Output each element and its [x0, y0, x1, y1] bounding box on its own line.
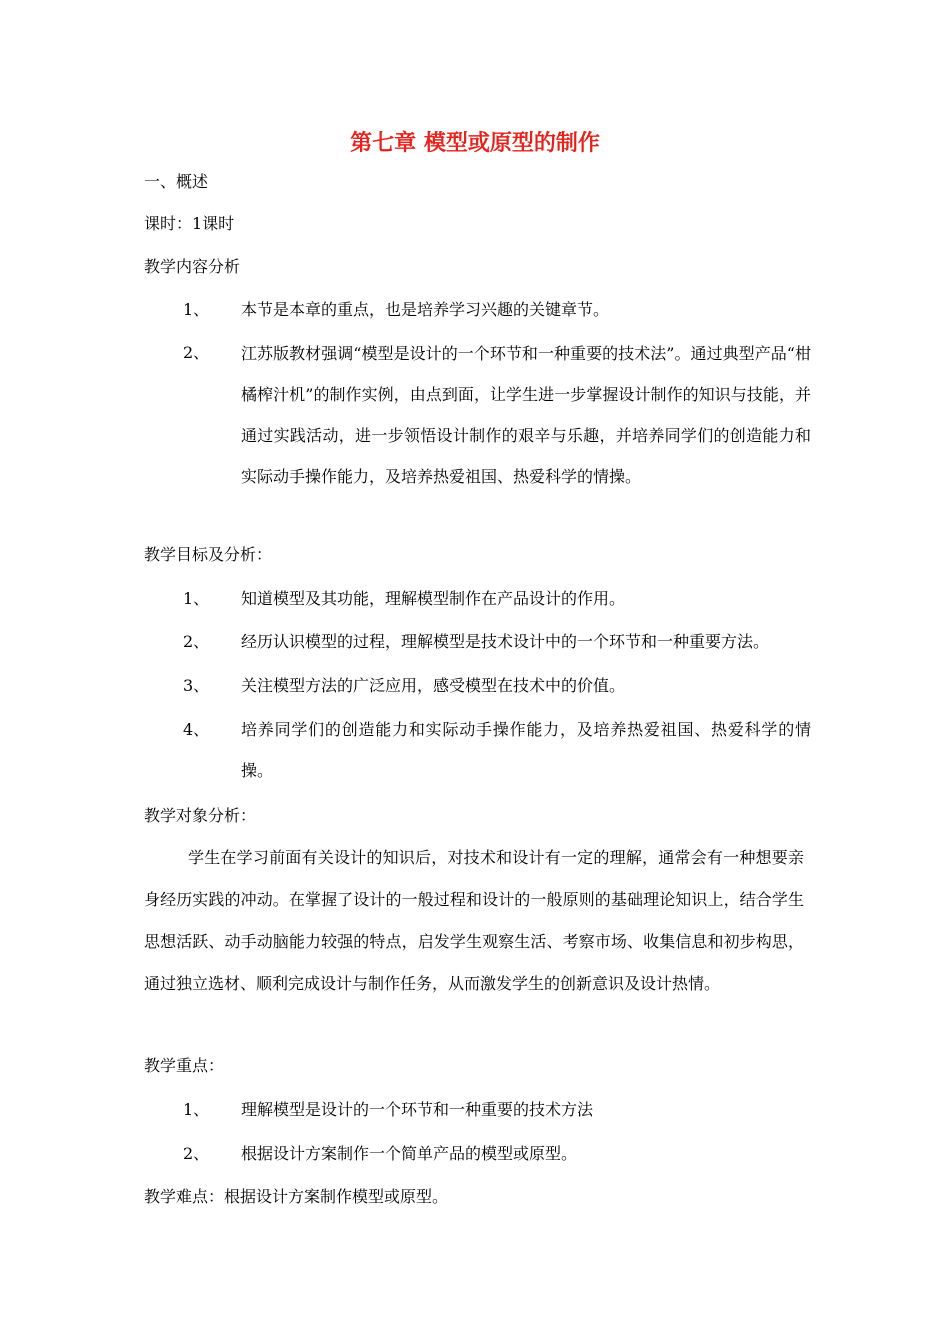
goal-item-3-number: 3、	[183, 676, 210, 695]
goal-item-3-text: 关注模型方法的广泛应用，感受模型在技术中的价值。	[241, 676, 626, 695]
goal-item-2-text: 经历认识模型的过程，理解模型是技术设计中的一个环节和一种重要方法。	[241, 632, 770, 651]
content-item-2-number: 2、	[183, 343, 210, 362]
overview-heading: 一、概述	[144, 172, 209, 191]
key-item-2-text: 根据设计方案制作一个简单产品的模型或原型。	[241, 1144, 578, 1163]
hours-text: 课时：1课时	[144, 214, 235, 233]
goal-item-2-number: 2、	[183, 632, 210, 651]
audience-paragraph: 学生在学习前面有关设计的知识后，对技术和设计有一定的理解，通常会有一种想要亲身经历实践的冲动。在掌握了设计的一般过程和设计的一般原则的基础理论知识上，结合学生思想活跃、动手动脑能力较强的特点，启发学生观察生活、考察市场、收集信息和初步构思，通过独立选材、顺利完成设计与制作任务，从而激发学生的创新意识及设计热情。	[144, 848, 804, 993]
key-heading: 教学重点：	[144, 1056, 225, 1075]
content-item-1-number: 1、	[183, 300, 210, 319]
key-item-1-number: 1、	[183, 1100, 210, 1119]
goal-item-1-number: 1、	[183, 589, 210, 608]
difficulty-text: 教学难点：根据设计方案制作模型或原型。	[144, 1187, 449, 1206]
goal-item-1-text: 知道模型及其功能，理解模型制作在产品设计的作用。	[241, 589, 626, 608]
audience-heading: 教学对象分析：	[144, 806, 257, 825]
key-item-1-text: 理解模型是设计的一个环节和一种重要的技术方法	[241, 1100, 594, 1119]
content-heading: 教学内容分析	[144, 257, 241, 276]
key-item-2-number: 2、	[183, 1144, 210, 1163]
goal-item-4-number: 4、	[183, 720, 210, 739]
goals-heading: 教学目标及分析：	[144, 545, 273, 564]
goal-item-4-text: 培养同学们的创造能力和实际动手操作能力，及培养热爱祖国、热爱科学的情操。	[241, 720, 811, 780]
page-title: 第七章 模型或原型的制作	[350, 131, 600, 156]
content-item-1-text: 本节是本章的重点，也是培养学习兴趣的关键章节。	[241, 300, 610, 319]
content-item-2-text: 江苏版教材强调“模型是设计的一个环节和一种重要的技术法”。通过典型产品“柑橘榨汁机”的制作实例，由点到面，让学生进一步掌握设计制作的知识与技能，并通过实践活动，进一步领悟设计制作的艰辛与乐趣，并培养同学们的创造能力和实际动手操作能力，及培养热爱祖国、热爱科学的情操。	[241, 344, 811, 486]
